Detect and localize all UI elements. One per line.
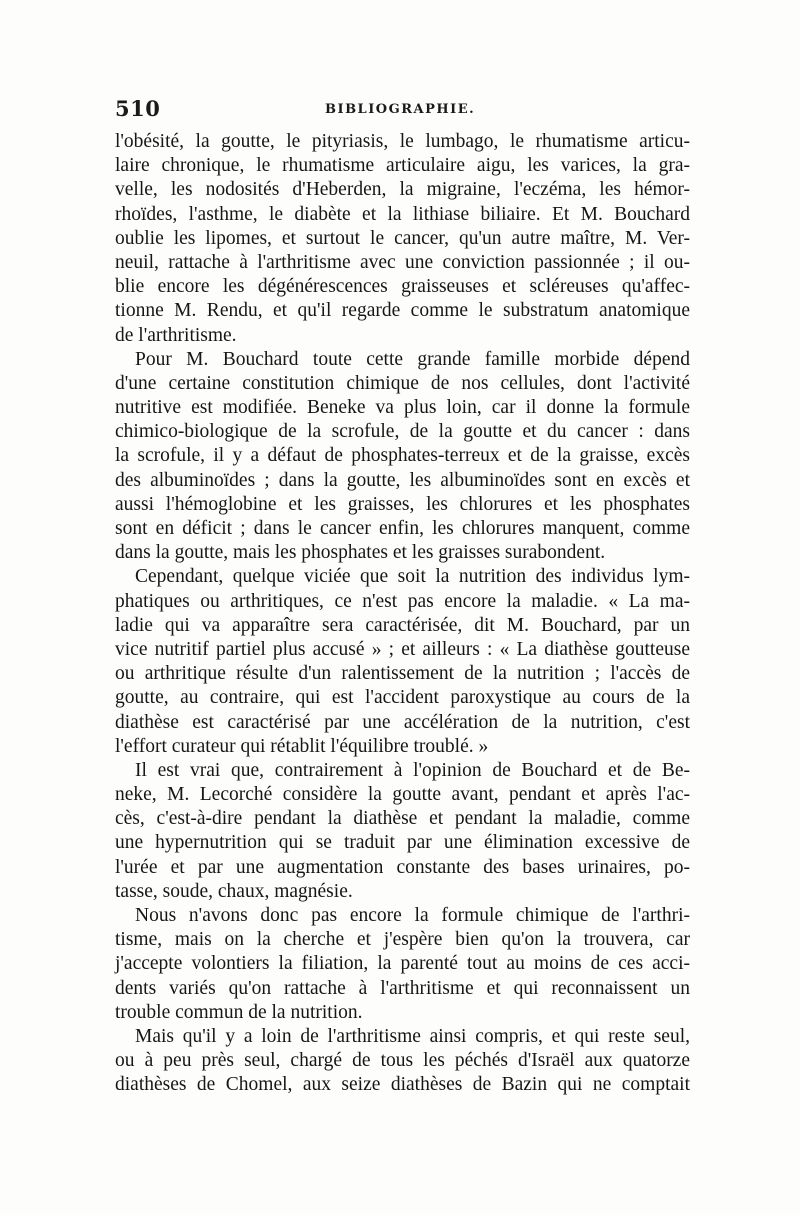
text-line: tisme, mais on la cherche et j'espère bien qu'on la trouvera, car: [115, 929, 690, 951]
text-line: diathèse est caractérisé par une accélération de la nutrition, c'est: [115, 711, 690, 733]
paragraph: [115, 130, 690, 348]
text-line: tionne M. Rendu, et qu'il regarde comme le substratum anatomique: [115, 300, 690, 322]
paragraph: [115, 1025, 690, 1098]
text-line: laire chronique, le rhumatisme articulaire aigu, les varices, la gra-: [115, 155, 690, 177]
text-line: Cependant, quelque viciée que soit la nutrition des individus lym-: [135, 566, 690, 588]
text-line: cès, c'est-à-dire pendant la diathèse et pendant la maladie, comme: [115, 808, 690, 830]
paragraph: [115, 759, 690, 904]
paragraph: [115, 904, 690, 1025]
text-line: goutte, au contraire, qui est l'accident paroxystique au cours de la: [115, 687, 690, 709]
text-line: ou arthritique résulte d'un ralentissement de la nutrition ; l'accès de: [115, 663, 690, 685]
text-line: neuil, rattache à l'arthritisme avec une conviction passionnée ; il ou-: [115, 251, 690, 273]
text-line: ou à peu près seul, chargé de tous les péchés d'Israël aux quatorze: [115, 1050, 690, 1072]
text-line: dents variés qu'on rattache à l'arthritisme et qui reconnaissent un: [115, 977, 690, 999]
text-line: Pour M. Bouchard toute cette grande famille morbide dépend: [135, 348, 690, 370]
text-line: chimico-biologique de la scrofule, de la goutte et du cancer : dans: [115, 421, 690, 443]
text-line: nutritive est modifiée. Beneke va plus loin, car il donne la formule: [115, 397, 690, 419]
text-line: des albuminoïdes ; dans la goutte, les albuminoïdes sont en excès et: [115, 469, 690, 491]
text-line: l'effort curateur qui rétablit l'équilibre troublé. »: [115, 735, 489, 757]
text-line: phatiques ou arthritiques, ce n'est pas encore la maladie. « La ma-: [115, 590, 690, 612]
text-line: l'obésité, la goutte, le pityriasis, le lumbago, le rhumatisme articu-: [115, 131, 690, 152]
text-line: vice nutritif partiel plus accusé » ; et ailleurs : « La diathèse goutteuse: [115, 638, 690, 660]
text-line: blie encore les dégénérescences graisseuses et scléreuses qu'affec-: [115, 276, 690, 298]
text-line: neke, M. Lecorché considère la goutte avant, pendant et après l'ac-: [115, 784, 690, 806]
text-line: rhoïdes, l'asthme, le diabète et la lithiase biliaire. Et M. Bouchard: [115, 203, 690, 225]
text-line: aussi l'hémoglobine et les graisses, les chlorures et les phosphates: [115, 493, 690, 515]
text-line: d'une certaine constitution chimique de nos cellules, dont l'activité: [115, 372, 690, 394]
text-line: la scrofule, il y a défaut de phosphates-terreux et de la graisse, excès: [115, 445, 690, 467]
text-line: ladie qui va apparaître sera caractérisée, dit M. Bouchard, par un: [115, 614, 690, 636]
text-line: Il est vrai que, contrairement à l'opinion de Bouchard et de Be-: [135, 759, 690, 781]
text-line: oublie les lipomes, et surtout le cancer, qu'un autre maître, M. Ver-: [115, 227, 690, 249]
text-line: dans la goutte, mais les phosphates et les graisses surabondent.: [115, 542, 606, 564]
paragraph: [115, 565, 690, 759]
text-line: j'accepte volontiers la filiation, la parenté tout au moins de ces acci-: [115, 953, 690, 975]
page-header: [115, 96, 690, 126]
paragraph: [115, 348, 690, 566]
text-line: trouble commun de la nutrition.: [115, 1001, 363, 1023]
text-line: sont en déficit ; dans le cancer enfin, les chlorures manquent, comme: [115, 518, 690, 539]
text-line: tasse, soude, chaux, magnésie.: [115, 880, 353, 902]
page-number: 510: [115, 96, 161, 121]
text-line: une hypernutrition qui se traduit par une élimination excessive de: [115, 832, 690, 854]
text-line: Mais qu'il y a loin de l'arthritisme ainsi compris, et qui reste seul,: [135, 1025, 690, 1047]
text-line: de l'arthritisme.: [115, 324, 237, 346]
running-title: BIBLIOGRAPHIE.: [325, 102, 476, 117]
text-line: velle, les nodosités d'Heberden, la migraine, l'eczéma, les hémor-: [115, 179, 690, 201]
body-text: [115, 130, 690, 1098]
text-line: l'urée et par une augmentation constante des bases urinaires, po-: [115, 856, 690, 878]
text-line: diathèses de Chomel, aux seize diathèses de Bazin qui ne comptait: [115, 1074, 690, 1096]
text-line: Nous n'avons donc pas encore la formule chimique de l'arthri-: [135, 905, 690, 926]
